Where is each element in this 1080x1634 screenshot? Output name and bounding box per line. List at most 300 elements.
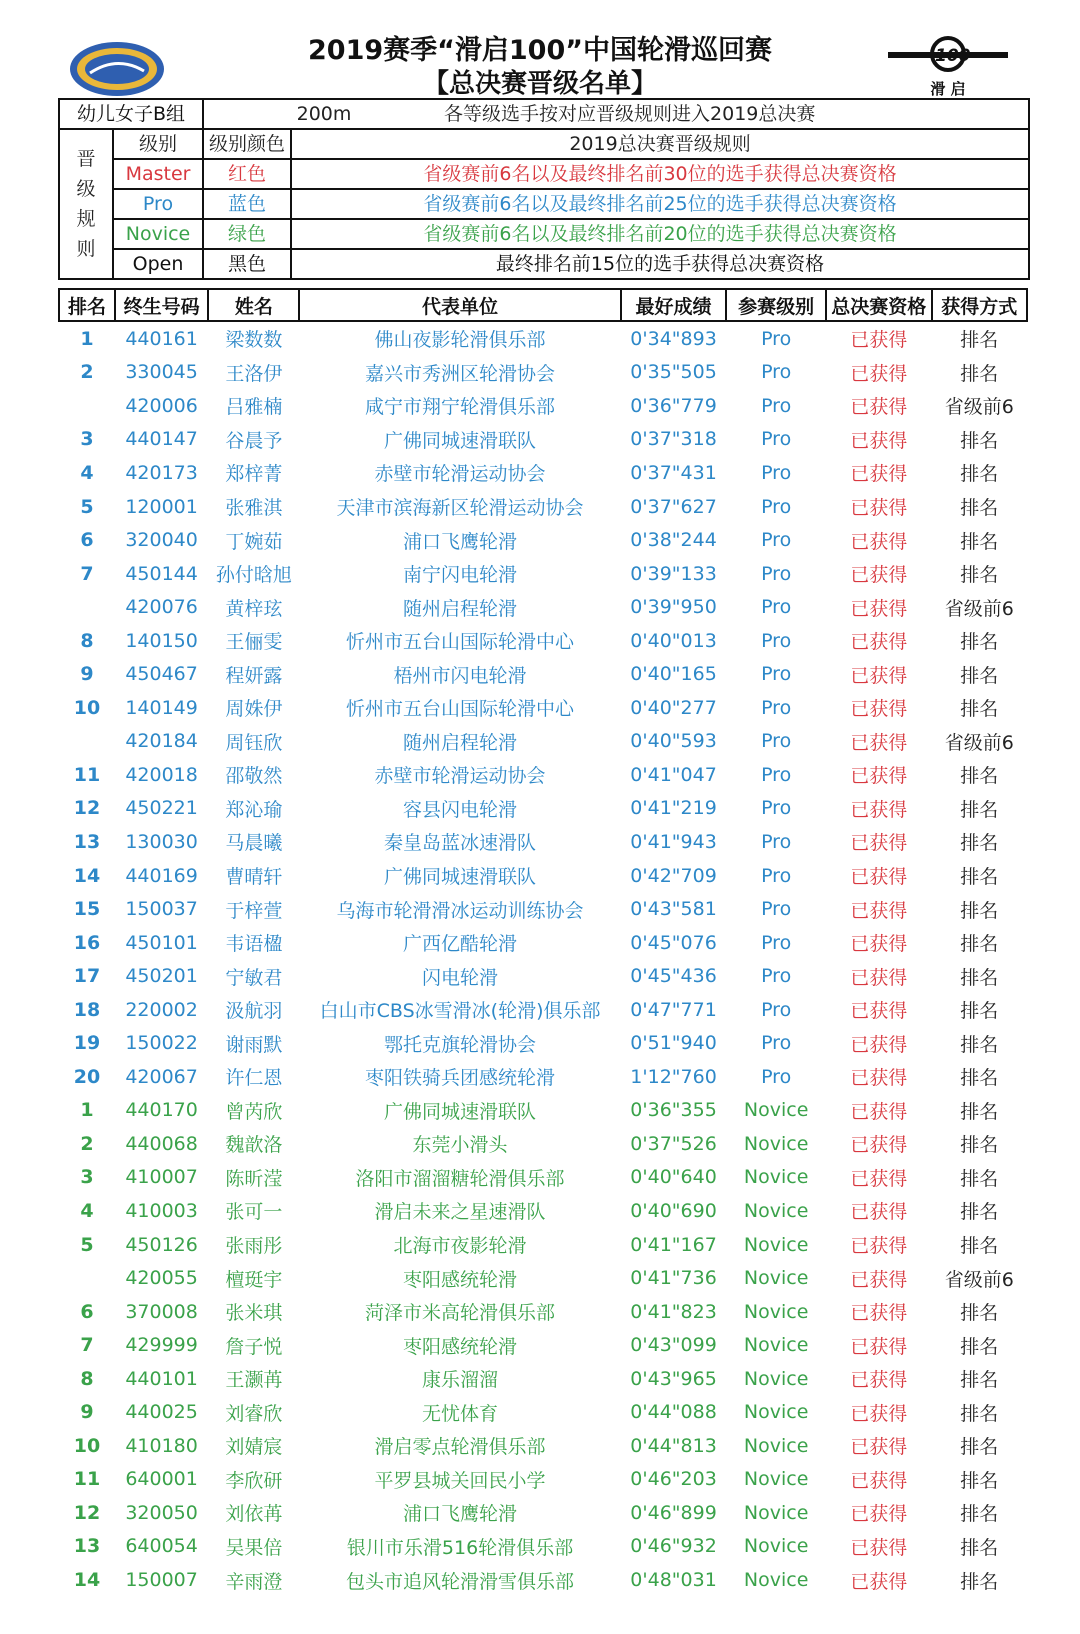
cell-method: 排名 (960, 765, 999, 788)
cell-qualification: 已获得 (850, 631, 908, 654)
cell-best: 0'46"932 (630, 1535, 717, 1558)
cell-unit: 枣阳感统轮滑 (403, 1268, 518, 1291)
cell-qualification: 已获得 (850, 1000, 908, 1023)
table-row (59, 725, 1027, 759)
cell-id: 420173 (125, 461, 198, 484)
cell-method: 排名 (960, 429, 999, 452)
cell-best: 0'44"813 (630, 1434, 717, 1457)
cell-id: 410180 (125, 1434, 198, 1457)
table-row (59, 1228, 1027, 1262)
cell-method: 排名 (960, 798, 999, 821)
cell-name: 宁敏君 (225, 966, 283, 989)
cell-level: Pro (761, 361, 792, 384)
table-row (59, 1396, 1027, 1430)
cell-unit: 浦口飞鹰轮滑 (403, 530, 518, 553)
cell-rank: 11 (73, 763, 101, 786)
cell-id: 140150 (125, 629, 198, 652)
svg-text:100: 100 (935, 46, 971, 66)
cell-unit: 容县闪电轮滑 (403, 798, 518, 821)
col-header-level: 参赛级别 (726, 289, 825, 321)
cell-method: 排名 (960, 1100, 999, 1123)
cell-best: 0'37"526 (630, 1132, 717, 1155)
cell-qualification: 已获得 (850, 1302, 908, 1325)
cell-unit: 随州启程轮滑 (403, 597, 518, 620)
table-row (59, 1060, 1027, 1094)
rule-level: Pro (113, 189, 203, 219)
cell-level: Pro (761, 830, 792, 853)
cell-level: Novice (743, 1535, 809, 1558)
cell-qualification: 已获得 (850, 1167, 908, 1190)
cell-best: 0'41"047 (630, 763, 717, 786)
cell-method: 排名 (960, 362, 999, 385)
cell-method: 排名 (960, 1503, 999, 1526)
cell-qualification: 已获得 (850, 396, 908, 419)
cell-best: 0'40"593 (630, 730, 717, 753)
group-note: 各等级选手按对应晋级规则进入2019总决赛 (444, 103, 816, 125)
table-row (59, 456, 1027, 490)
cell-name: 张雨彤 (225, 1235, 283, 1258)
cell-rank (59, 1261, 115, 1295)
cell-method: 排名 (960, 664, 999, 687)
cell-best: 0'51"940 (630, 1032, 717, 1055)
cell-name: 马晨曦 (225, 832, 283, 855)
cell-qualification: 已获得 (850, 497, 908, 519)
cell-name: 孙付晗旭 (215, 564, 292, 587)
table-row (59, 1429, 1027, 1463)
cell-best: 0'46"203 (630, 1468, 717, 1491)
cell-name: 汲航羽 (225, 1000, 283, 1023)
cell-name: 于梓萱 (225, 899, 283, 922)
cell-qualification: 已获得 (850, 866, 908, 889)
table-row (59, 523, 1027, 557)
cell-method: 排名 (960, 463, 999, 486)
cell-method: 排名 (960, 497, 999, 519)
cell-best: 0'41"219 (630, 797, 717, 820)
table-row (59, 557, 1027, 591)
cell-level: Novice (743, 1267, 809, 1290)
cell-id: 640001 (125, 1468, 198, 1491)
cell-rank: 2 (80, 361, 94, 384)
cell-qualification: 已获得 (850, 429, 908, 452)
cell-best: 0'37"627 (630, 495, 717, 518)
cell-qualification: 已获得 (850, 933, 908, 956)
cell-method: 排名 (960, 631, 999, 654)
cell-rank: 5 (80, 1233, 94, 1256)
cell-level: Pro (761, 730, 792, 753)
cell-unit: 佛山夜影轮滑俱乐部 (374, 329, 546, 352)
cell-qualification: 已获得 (850, 664, 908, 687)
cell-qualification: 已获得 (850, 1369, 908, 1392)
rule-level: Open (113, 249, 203, 279)
cell-id: 330045 (125, 361, 198, 384)
rule-color-name: 黑色 (203, 249, 291, 279)
cell-id: 450101 (125, 931, 198, 954)
table-row (59, 1496, 1027, 1530)
cell-qualification: 已获得 (850, 698, 908, 721)
cell-rank: 9 (80, 663, 94, 686)
rule-row-open (59, 249, 1029, 279)
cell-method: 排名 (960, 1167, 999, 1190)
cell-unit: 赤壁市轮滑运动协会 (374, 765, 546, 788)
cell-unit: 滑启零点轮滑俱乐部 (374, 1436, 546, 1459)
cell-level: Novice (743, 1501, 809, 1524)
cell-qualification: 已获得 (850, 1268, 908, 1291)
rules-col-rule: 2019总决赛晋级规则 (291, 129, 1029, 159)
table-row (59, 825, 1027, 859)
group-row (59, 99, 1029, 129)
cell-id: 420076 (125, 596, 198, 619)
cell-level: Novice (743, 1233, 809, 1256)
cell-method: 排名 (960, 1402, 999, 1425)
cell-method: 排名 (960, 1335, 999, 1358)
cell-method: 排名 (960, 564, 999, 587)
cell-level: Novice (743, 1434, 809, 1457)
cell-best: 0'40"640 (630, 1166, 717, 1189)
cell-level: Pro (761, 394, 792, 417)
cell-name: 张可一 (225, 1201, 283, 1224)
cell-rank: 15 (73, 898, 101, 921)
table-row (59, 1194, 1027, 1228)
cell-qualification: 已获得 (850, 966, 908, 989)
cell-level: Pro (761, 1032, 792, 1055)
cell-id: 450467 (125, 663, 198, 686)
cell-id: 320040 (125, 529, 198, 552)
table-row (59, 1127, 1027, 1161)
cell-id: 140149 (125, 696, 198, 719)
table-row (59, 859, 1027, 893)
rule-color-name: 绿色 (203, 219, 291, 249)
cell-best: 0'36"355 (630, 1099, 717, 1122)
cell-unit: 康乐溜溜 (422, 1369, 499, 1392)
cell-best: 0'36"779 (630, 394, 717, 417)
table-row (59, 959, 1027, 993)
cell-rank: 1 (80, 327, 94, 350)
cell-level: Pro (761, 965, 792, 988)
cell-id: 440147 (125, 428, 198, 451)
cell-method: 排名 (960, 933, 999, 956)
cell-id: 440068 (125, 1132, 198, 1155)
col-header-rank: 排名 (59, 289, 115, 321)
table-row (59, 490, 1027, 524)
cell-best: 0'43"581 (630, 898, 717, 921)
cell-qualification: 已获得 (850, 1201, 908, 1224)
cell-unit: 闪电轮滑 (422, 966, 499, 989)
cell-name: 韦语楹 (225, 933, 283, 956)
table-row (59, 321, 1027, 356)
cell-id: 410007 (125, 1166, 198, 1189)
cell-name: 郑梓菁 (225, 463, 283, 486)
brand-logo-icon (888, 32, 1008, 102)
cell-level: Novice (743, 1401, 809, 1424)
cell-name: 许仁恩 (225, 1067, 283, 1090)
table-row (59, 993, 1027, 1027)
table-row (59, 1261, 1027, 1295)
cell-name: 刘睿欣 (225, 1402, 283, 1425)
rule-text: 省级赛前6名以及最终排名前30位的选手获得总决赛资格 (291, 159, 1029, 189)
rule-level: Master (113, 159, 203, 189)
cell-level: Novice (743, 1367, 809, 1390)
table-row (59, 423, 1027, 457)
qualifier-list-table (58, 288, 1028, 1597)
cell-rank: 3 (80, 1166, 94, 1189)
cell-rank: 4 (80, 461, 94, 484)
table-row (59, 892, 1027, 926)
cell-name: 陈昕滢 (225, 1167, 283, 1190)
cell-method: 排名 (960, 1436, 999, 1459)
rules-col-color: 级别颜色 (203, 129, 291, 159)
cell-unit: 枣阳铁骑兵团感统轮滑 (365, 1067, 556, 1090)
cell-unit: 赤壁市轮滑运动协会 (374, 463, 546, 486)
col-header-unit: 代表单位 (299, 289, 620, 321)
cell-level: Novice (743, 1300, 809, 1323)
col-header-qualification: 总决赛资格 (826, 289, 932, 321)
rule-color-name: 蓝色 (203, 189, 291, 219)
cell-best: 0'41"823 (630, 1300, 717, 1323)
cell-rank: 12 (73, 1501, 101, 1524)
cell-qualification: 已获得 (850, 362, 908, 385)
cell-name: 王灏苒 (225, 1369, 283, 1392)
cell-id: 450144 (125, 562, 198, 585)
cell-level: Pro (761, 596, 792, 619)
cell-method: 排名 (960, 530, 999, 553)
cell-level: Novice (743, 1132, 809, 1155)
cell-name: 刘依苒 (225, 1503, 283, 1526)
cell-unit: 随州启程轮滑 (403, 731, 518, 754)
cell-id: 440161 (125, 327, 198, 350)
cell-name: 周钰欣 (225, 731, 283, 754)
table-row (59, 590, 1027, 624)
cell-level: Pro (761, 696, 792, 719)
cell-method: 省级前6 (944, 731, 1014, 754)
rule-text: 省级赛前6名以及最终排名前25位的选手获得总决赛资格 (291, 189, 1029, 219)
cell-unit: 东莞小滑头 (412, 1134, 508, 1157)
cell-id: 320050 (125, 1501, 198, 1524)
cell-unit: 滑启未来之星速滑队 (374, 1201, 546, 1224)
cell-rank: 13 (73, 830, 101, 853)
cell-level: Pro (761, 327, 792, 350)
cell-name: 王洛伊 (225, 362, 283, 385)
cell-method: 排名 (960, 1033, 999, 1056)
cell-level: Pro (761, 898, 792, 921)
cell-method: 省级前6 (944, 597, 1014, 620)
cell-name: 曹晴轩 (225, 866, 283, 889)
cell-qualification: 已获得 (850, 1436, 908, 1459)
cell-best: 0'43"099 (630, 1334, 717, 1357)
col-header-method: 获得方式 (932, 289, 1027, 321)
cell-name: 曾芮欣 (225, 1100, 283, 1123)
cell-rank: 2 (80, 1132, 94, 1155)
cell-name: 檀珽宇 (225, 1268, 283, 1291)
cell-id: 150007 (125, 1569, 198, 1591)
cell-id: 420006 (125, 394, 198, 417)
cell-rank (59, 590, 115, 624)
cell-name: 魏歆洛 (225, 1134, 283, 1157)
cell-name: 辛雨澄 (225, 1570, 283, 1593)
table-row (59, 1161, 1027, 1195)
cell-method: 排名 (960, 1134, 999, 1157)
cell-name: 吴果倍 (225, 1536, 283, 1559)
cell-unit: 咸宁市翔宁轮滑俱乐部 (365, 396, 556, 419)
cell-unit: 北海市夜影轮滑 (393, 1235, 527, 1258)
cell-rank: 7 (80, 1334, 94, 1357)
cell-method: 排名 (960, 832, 999, 855)
cell-unit: 洛阳市溜溜糖轮滑俱乐部 (355, 1167, 565, 1190)
cell-best: 0'43"965 (630, 1367, 717, 1390)
cell-id: 429999 (125, 1334, 198, 1357)
cell-name: 梁数数 (225, 329, 283, 352)
cell-name: 邵敬然 (225, 765, 283, 788)
cell-best: 0'40"277 (630, 696, 717, 719)
table-row (59, 657, 1027, 691)
cell-best: 0'34"893 (630, 327, 717, 350)
cell-method: 排名 (960, 1536, 999, 1559)
cell-id: 420067 (125, 1065, 198, 1088)
rule-text: 最终排名前15位的选手获得总决赛资格 (291, 249, 1029, 279)
cell-rank: 1 (80, 1099, 94, 1122)
cell-unit: 枣阳感统轮滑 (403, 1335, 518, 1358)
cell-qualification: 已获得 (850, 731, 908, 754)
rules-side-label (59, 129, 113, 279)
cell-qualification: 已获得 (850, 530, 908, 553)
col-header-id: 终生号码 (115, 289, 208, 321)
table-row (59, 926, 1027, 960)
cell-name: 王俪雯 (225, 631, 283, 654)
cell-id: 450126 (125, 1233, 198, 1256)
table-row (59, 1362, 1027, 1396)
rule-row-pro (59, 189, 1029, 219)
cell-method: 排名 (960, 1469, 999, 1492)
cell-best: 0'45"076 (630, 931, 717, 954)
rules-side-label-text: 晋 级 规 则 (76, 148, 96, 260)
cell-best: 1'12"760 (630, 1065, 717, 1088)
cell-qualification: 已获得 (850, 463, 908, 486)
cell-qualification: 已获得 (850, 1235, 908, 1258)
rule-color-name: 红色 (203, 159, 291, 189)
cell-unit: 天津市滨海新区轮滑运动协会 (336, 497, 584, 519)
cell-unit: 银川市乐滑516轮滑俱乐部 (346, 1536, 574, 1559)
cell-id: 220002 (125, 998, 198, 1021)
cell-id: 440101 (125, 1367, 198, 1390)
cell-rank (59, 389, 115, 423)
cell-rank: 13 (73, 1535, 101, 1558)
cell-qualification: 已获得 (850, 899, 908, 922)
cell-level: Pro (761, 495, 792, 518)
cell-rank: 12 (73, 797, 101, 820)
cell-best: 0'45"436 (630, 965, 717, 988)
cell-level: Novice (743, 1199, 809, 1222)
cell-rank: 10 (73, 696, 101, 719)
cell-level: Novice (743, 1569, 809, 1591)
cell-best: 0'39"950 (630, 596, 717, 619)
cell-id: 150037 (125, 898, 198, 921)
cell-rank: 8 (80, 1367, 94, 1390)
cell-unit: 白山市CBS冰雪滑冰(轮滑)俱乐部 (319, 1000, 601, 1023)
cell-rank: 18 (73, 998, 101, 1021)
table-row (59, 1094, 1027, 1128)
cell-unit: 秦皇岛蓝冰速滑队 (384, 832, 537, 855)
cell-qualification: 已获得 (850, 1134, 908, 1157)
cell-method: 排名 (960, 1570, 999, 1593)
cell-method: 排名 (960, 698, 999, 721)
cell-unit: 菏泽市米高轮滑俱乐部 (365, 1302, 556, 1325)
cell-name: 郑沁瑜 (225, 798, 283, 821)
cell-id: 410003 (125, 1199, 198, 1222)
cell-best: 0'41"167 (630, 1233, 717, 1256)
cell-rank (59, 725, 115, 759)
cell-method: 排名 (960, 1201, 999, 1224)
cell-method: 排名 (960, 866, 999, 889)
cell-id: 440169 (125, 864, 198, 887)
cell-best: 0'41"943 (630, 830, 717, 853)
cell-qualification: 已获得 (850, 765, 908, 788)
table-row (59, 389, 1027, 423)
cell-name: 詹子悦 (225, 1335, 283, 1358)
cell-qualification: 已获得 (850, 1503, 908, 1526)
cell-method: 排名 (960, 966, 999, 989)
cell-unit: 平罗县城关回民小学 (374, 1469, 546, 1492)
cell-level: Pro (761, 998, 792, 1021)
cell-id: 440025 (125, 1401, 198, 1424)
cell-rank: 20 (73, 1065, 101, 1088)
association-logo-icon (68, 40, 166, 98)
cell-best: 0'37"431 (630, 461, 717, 484)
cell-unit: 南宁闪电轮滑 (403, 564, 518, 587)
cell-rank: 14 (73, 864, 101, 887)
cell-rank: 14 (73, 1569, 101, 1591)
group-distance: 200m (296, 103, 352, 125)
cell-id: 450221 (125, 797, 198, 820)
cell-qualification: 已获得 (850, 1067, 908, 1090)
cell-rank: 9 (80, 1401, 94, 1424)
cell-unit: 忻州市五台山国际轮滑中心 (346, 698, 575, 721)
group-name: 幼儿女子B组 (59, 99, 203, 129)
table-row (59, 1295, 1027, 1329)
cell-level: Pro (761, 629, 792, 652)
cell-id: 440170 (125, 1099, 198, 1122)
rule-level: Novice (113, 219, 203, 249)
cell-qualification: 已获得 (850, 1033, 908, 1056)
header (0, 0, 1080, 100)
cell-unit: 包头市追风轮滑滑雪俱乐部 (346, 1570, 575, 1593)
cell-name: 吕雅楠 (225, 396, 283, 419)
cell-id: 150022 (125, 1032, 198, 1055)
cell-name: 丁婉茹 (225, 530, 283, 553)
cell-name: 张米琪 (225, 1302, 283, 1325)
cell-name: 谢雨默 (225, 1033, 283, 1056)
cell-unit: 浦口飞鹰轮滑 (403, 1503, 518, 1526)
cell-qualification: 已获得 (850, 1469, 908, 1492)
cell-name: 谷晨予 (225, 429, 283, 452)
cell-unit: 鄂托克旗轮滑协会 (384, 1033, 537, 1056)
rules-col-level: 级别 (113, 129, 203, 159)
cell-method: 省级前6 (944, 1268, 1014, 1291)
cell-qualification: 已获得 (850, 329, 908, 352)
table-row (59, 1026, 1027, 1060)
rules-header-row (59, 129, 1029, 159)
col-header-name: 姓名 (208, 289, 299, 321)
cell-best: 0'47"771 (630, 998, 717, 1021)
cell-rank: 11 (73, 1468, 101, 1491)
cell-unit: 广佛同城速滑联队 (384, 1100, 537, 1123)
cell-id: 420184 (125, 730, 198, 753)
cell-name: 程妍露 (225, 664, 283, 687)
cell-qualification: 已获得 (850, 597, 908, 620)
cell-level: Pro (761, 931, 792, 954)
cell-name: 周姝伊 (225, 698, 283, 721)
table-row (59, 1563, 1027, 1597)
rule-row-novice (59, 219, 1029, 249)
cell-name: 刘婧宸 (225, 1436, 283, 1459)
